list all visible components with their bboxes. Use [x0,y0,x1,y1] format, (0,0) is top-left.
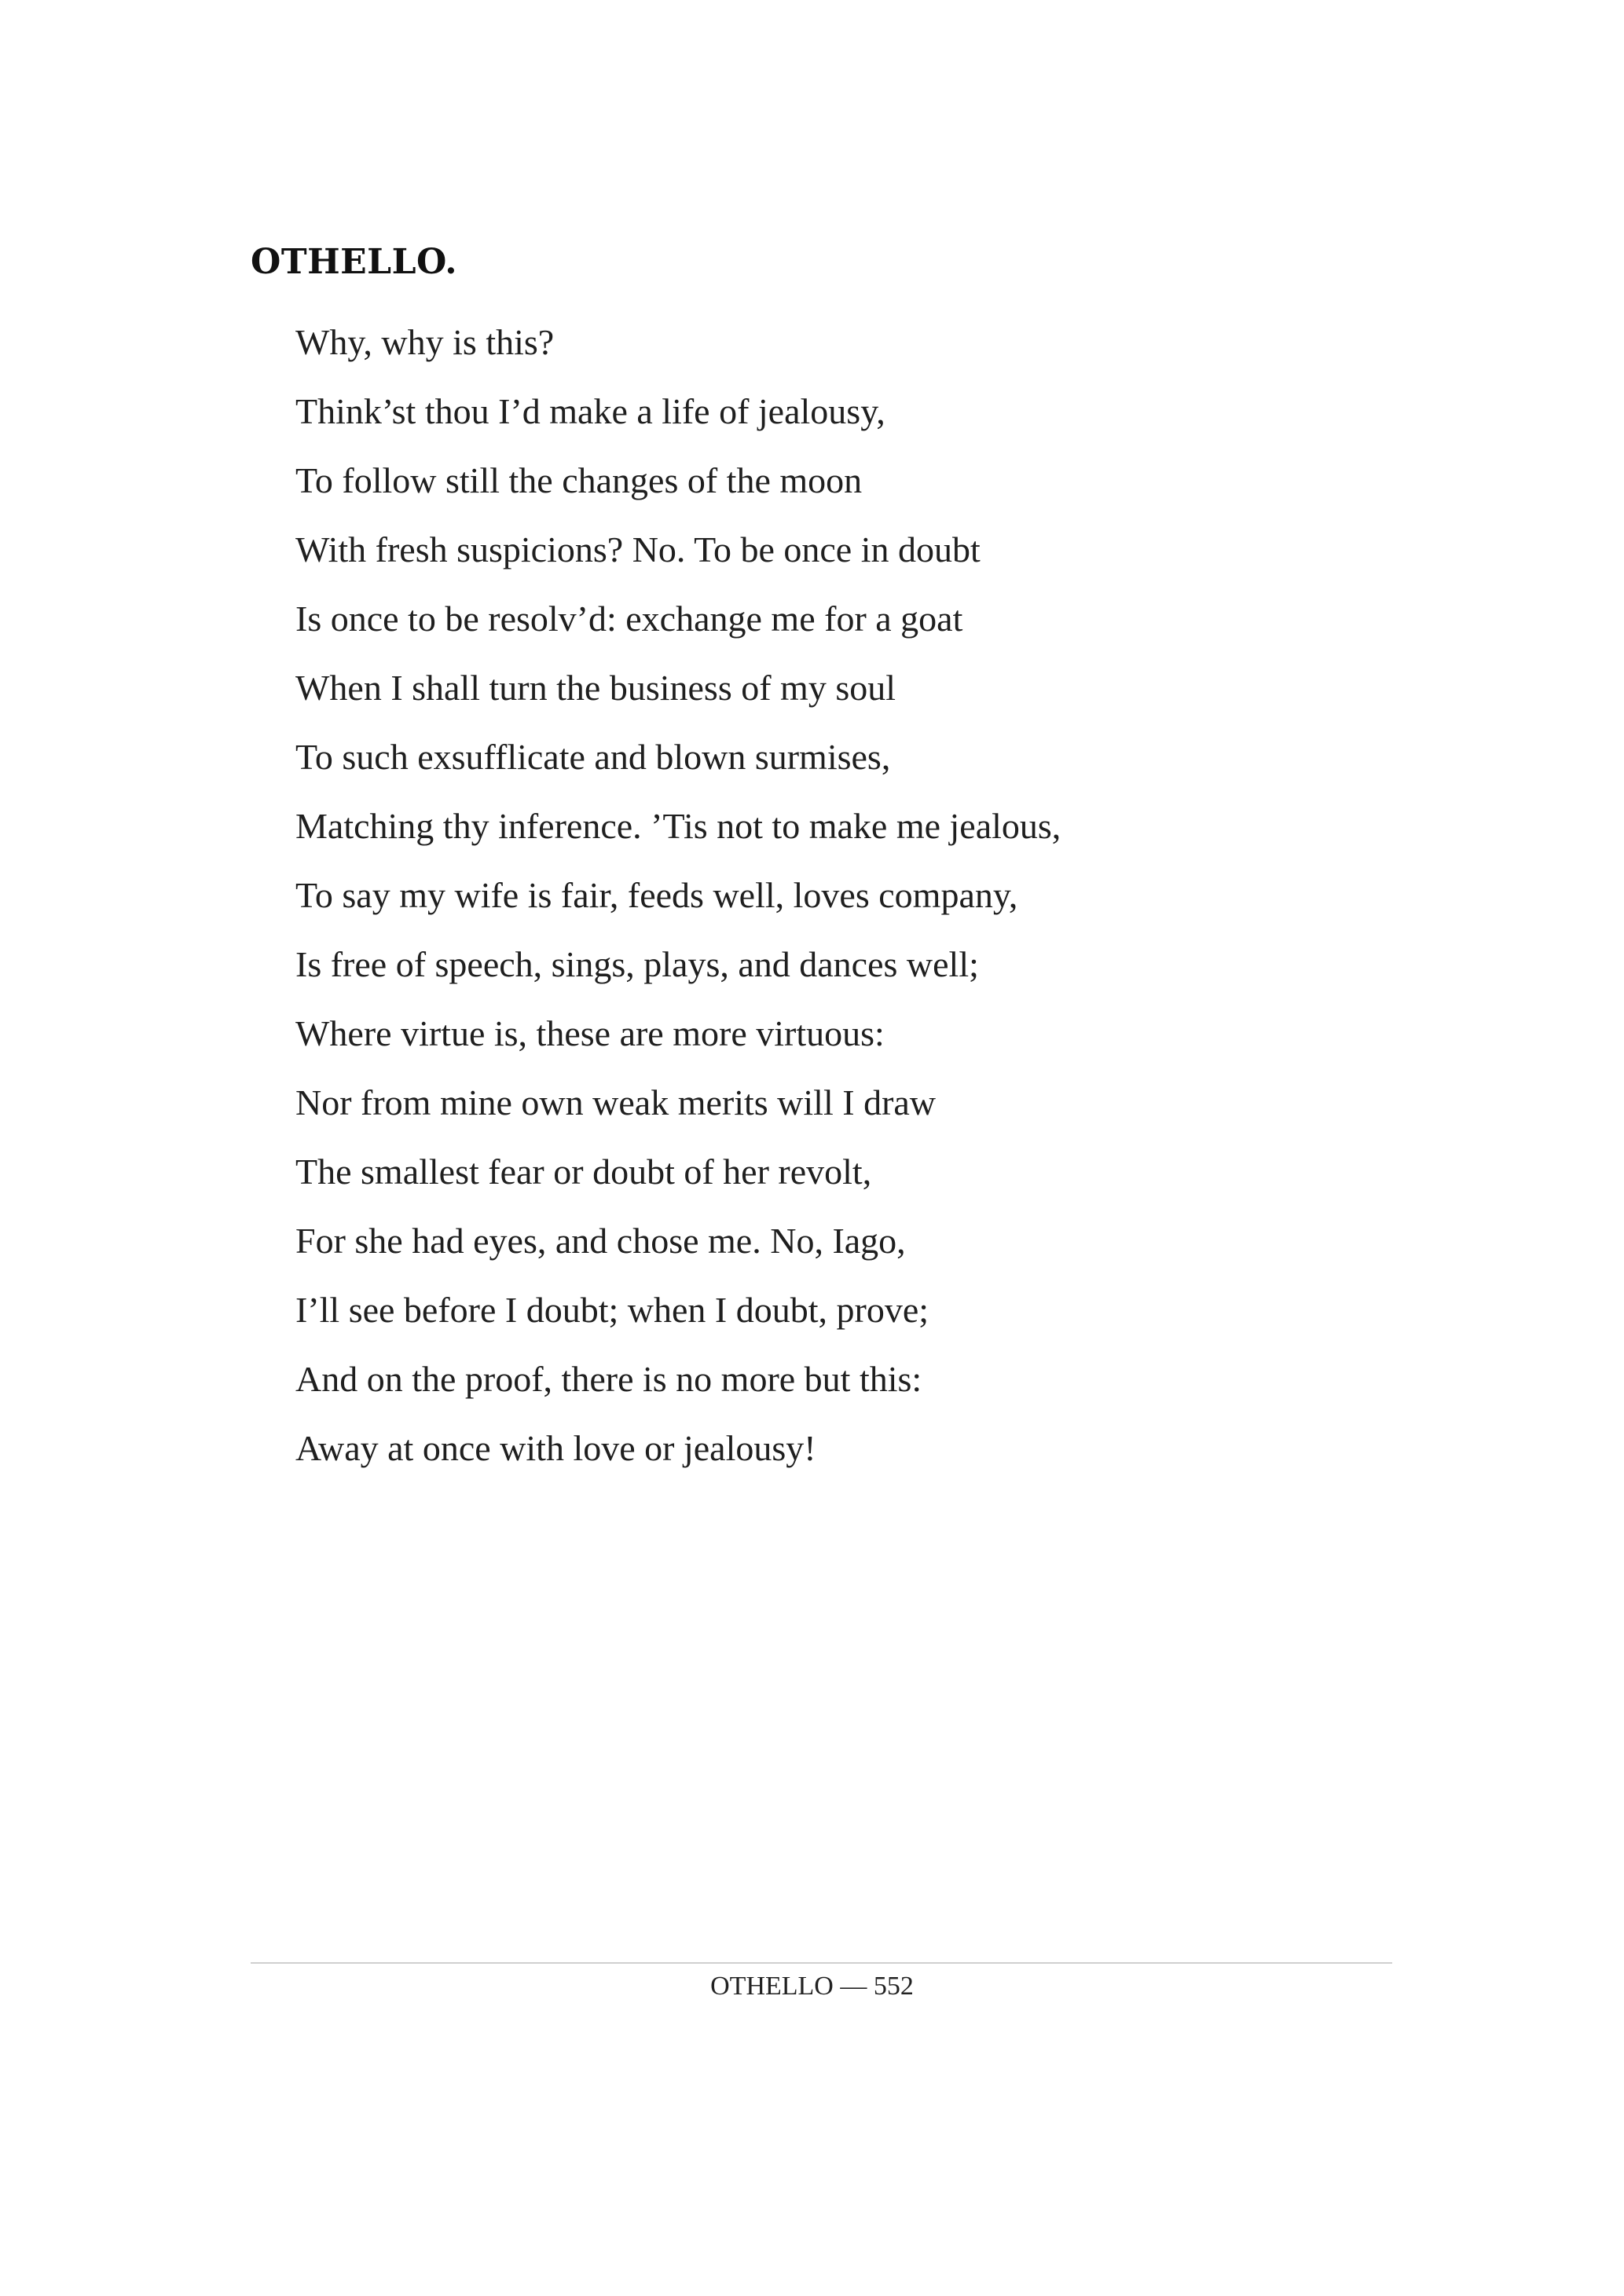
page-footer: OTHELLO — 552 [710,1972,914,2001]
verse-line: To follow still the changes of the moon [295,460,863,500]
verse-line: To such exsufflicate and blown surmises, [295,737,891,777]
verse-line: Think’st thou I’d make a life of jealousy, [295,391,885,431]
verse-line: For she had eyes, and chose me. No, Iago, [295,1221,906,1261]
verse-line: To say my wife is fair, feeds well, loves company, [295,875,1018,915]
verse-block [295,308,1061,1483]
verse-line: I’ll see before I doubt; when I doubt, prove; [295,1290,929,1330]
verse-line: The smallest fear or doubt of her revolt, [295,1152,872,1192]
verse-line: Matching thy inference. ’Tis not to make me jealous, [295,806,1061,846]
verse-line: And on the proof, there is no more but this: [295,1359,922,1399]
verse-line: Where virtue is, these are more virtuous: [295,1013,885,1053]
verse-line: With fresh suspicions? No. To be once in doubt [295,529,981,569]
verse-line: Why, why is this? [295,322,555,362]
verse-line: Is free of speech, sings, plays, and dances well; [295,944,979,984]
verse-line: Nor from mine own weak merits will I draw [295,1082,937,1122]
footer-divider [251,1962,1392,1964]
verse-line: When I shall turn the business of my soul [295,668,896,708]
verse-line: Is once to be resolv’d: exchange me for a goat [295,599,963,639]
speaker-name: OTHELLO. [251,242,458,282]
verse-line: Away at once with love or jealousy! [295,1428,816,1468]
